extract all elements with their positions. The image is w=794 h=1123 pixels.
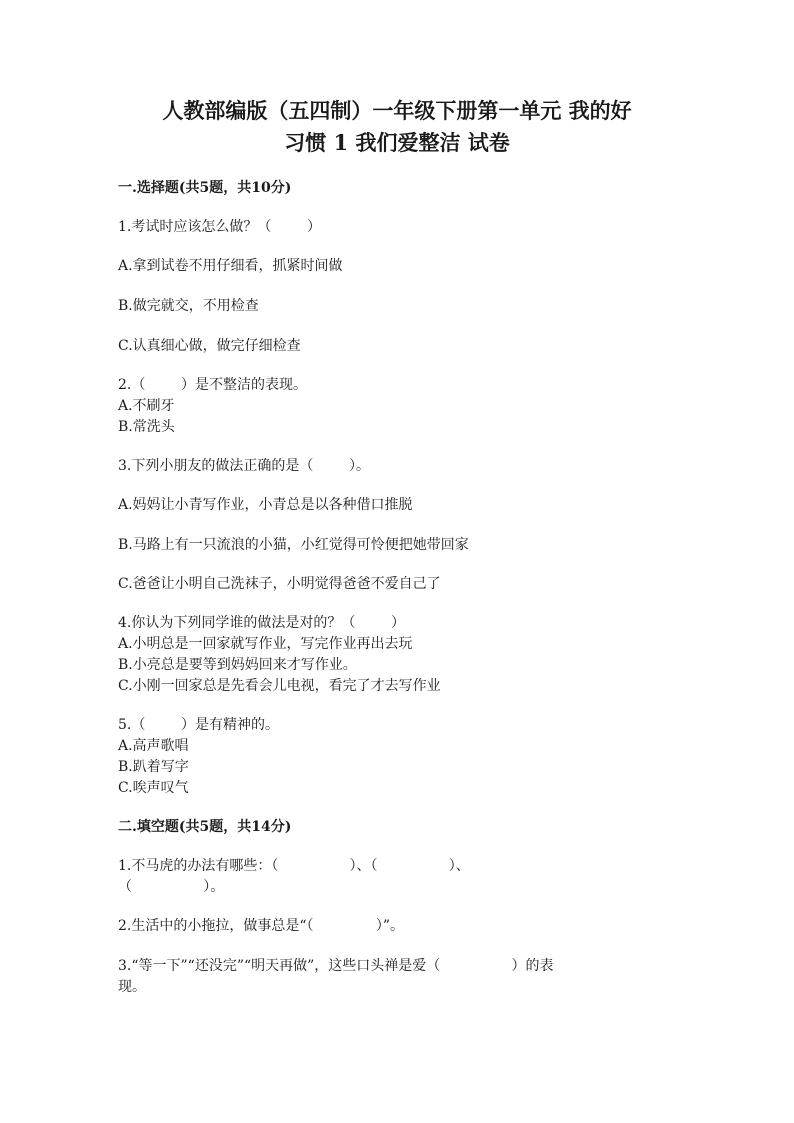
answer-option: A.拿到试卷不用仔细看，抓紧时间做 bbox=[118, 258, 343, 274]
answer-option: B.常洗头 bbox=[118, 419, 175, 435]
question-stem: 1.考试时应该怎么做？（ ） bbox=[118, 219, 321, 235]
page-title-line1: 人教部编版（五四制）一年级下册第一单元 我的好 bbox=[162, 98, 632, 123]
answer-option: A.小明总是一回家就写作业，写完作业再出去玩 bbox=[118, 636, 413, 652]
answer-option: B.趴着写字 bbox=[118, 759, 189, 775]
answer-option: C.小刚一回家总是先看会儿电视，看完了才去写作业 bbox=[118, 678, 441, 694]
answer-option: C.爸爸让小明自己洗袜子，小明觉得爸爸不爱自己了 bbox=[118, 576, 441, 592]
fill-question-line: 2.生活中的小拖拉，做事总是“（ ）”。 bbox=[118, 918, 404, 934]
answer-option: B.做完就交，不用检查 bbox=[118, 298, 259, 314]
section-heading-fill: 二.填空题(共5题，共14分) bbox=[118, 819, 292, 835]
answer-option: C.唉声叹气 bbox=[118, 780, 189, 796]
answer-option: A.不刷牙 bbox=[118, 398, 175, 414]
answer-option: C.认真细心做，做完仔细检查 bbox=[118, 338, 301, 354]
fill-question-line: 现。 bbox=[118, 979, 146, 995]
fill-question-line: 3.“等一下”“还没完”“明天再做”，这些口头禅是爱（ ）的表 bbox=[118, 958, 554, 974]
question-stem: 4.你认为下列同学谁的做法是对的？（ ） bbox=[118, 615, 405, 631]
answer-option: B.马路上有一只流浪的小猫，小红觉得可怜便把她带回家 bbox=[118, 537, 469, 553]
section-heading-choice: 一.选择题(共5题，共10分) bbox=[118, 180, 292, 196]
question-stem: 2.（ ）是不整洁的表现。 bbox=[118, 377, 307, 393]
question-stem: 5.（ ）是有精神的。 bbox=[118, 717, 279, 733]
answer-option: B.小亮总是要等到妈妈回来才写作业。 bbox=[118, 657, 357, 673]
page-title-line2: 习惯 1 我们爱整洁 试卷 bbox=[284, 130, 510, 155]
answer-option: A.妈妈让小青写作业，小青总是以各种借口推脱 bbox=[118, 497, 413, 513]
question-stem: 3.下列小朋友的做法正确的是（ ）。 bbox=[118, 458, 370, 474]
fill-question-line: 1.不马虎的办法有哪些：（ ）、（ ）、 bbox=[118, 858, 470, 874]
answer-option: A.高声歌唱 bbox=[118, 738, 189, 754]
fill-question-line: （ ）。 bbox=[118, 879, 225, 895]
